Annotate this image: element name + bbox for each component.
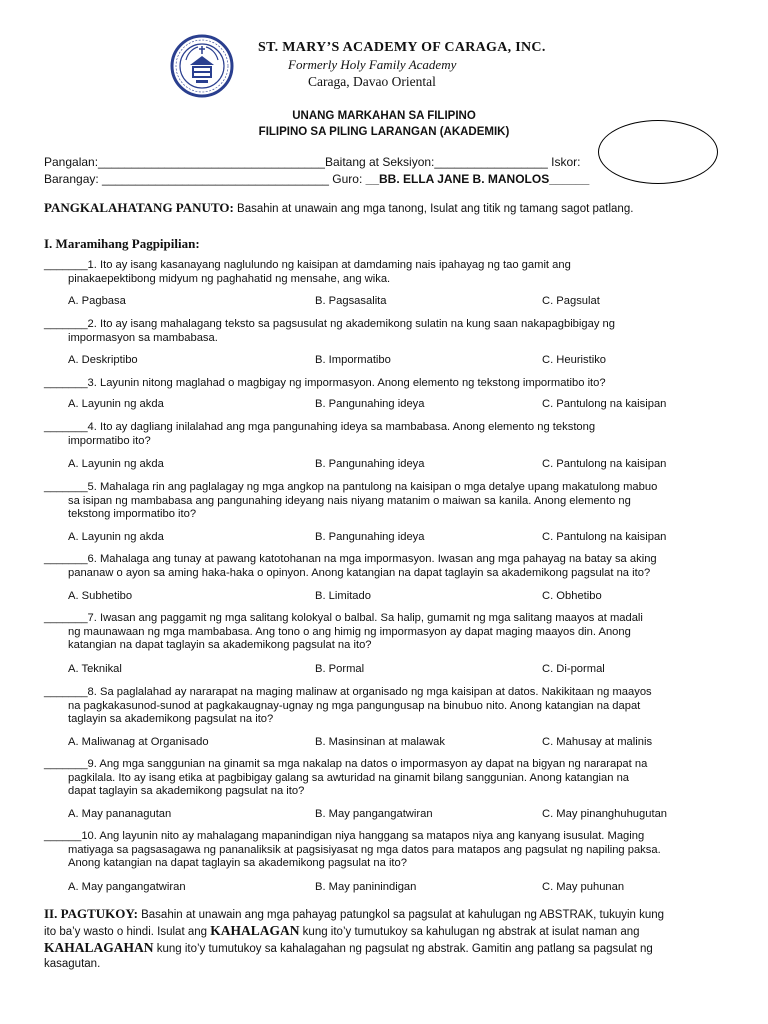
answer-option-b: B. Pormal [315,663,365,675]
question-text-line: _______2. Ito ay isang mahalagang teksto sa pagsusulat ng akademikong sulatin na kung saan nakapagbibigay ng [44,318,615,330]
question-text-line: na pagkakasunod-sunod at pagkakaugnay-ugnay ng mga pangungusap na binubuo nito. Anong katangian na dapat [68,699,641,712]
question-text-line: _______4. Ito ay dagliang inilalahad ang mga pangunahing ideya sa mambabasa. Anong elemento ng tekstong [44,421,596,433]
info-row-name [44,155,581,169]
answer-option-b: B. Pangunahing ideya [315,398,425,410]
answer-option-b: B. Masinsinan at malawak [315,736,445,748]
question-text-line: _______9. Ang mga sanggunian na ginamit sa mga nakalap na datos o impormasyon ay dapat na bigyan ng nararapat na [44,758,648,770]
answer-option-a: A. Layunin ng akda [68,531,164,543]
question-4 [44,421,724,448]
answer-option-c: C. Pantulong na kaisipan [542,458,667,470]
question-text-line: impormasyon sa mambabasa. [68,331,218,344]
question-text-line: Anong katangian na dapat taglayin sa akademikong pagsulat na ito? [68,857,407,870]
question-text-line: ______10. Ang layunin nito ay mahalagang mapanindigan niya hanggang sa matapos niya ang kanyang isusulat. Maging [44,830,645,842]
answer-option-a: A. May pananagutan [68,808,172,820]
iskor-label: Iskor: [547,155,581,169]
question-text-line: dapat taglayin sa akademikong pagsulat na ito? [68,785,305,798]
answer-option-c: C. Di-pormal [542,663,605,675]
answer-option-c: C. Pantulong na kaisipan [542,531,667,543]
guro-value: __BB. ELLA JANE B. MANOLOS______ [365,172,590,186]
part2-text-1: Basahin at unawain ang mga pahayag patungkol sa pagsulat at kahulugan ng ABSTRAK, tukuyin kung [137,909,665,921]
answer-option-a: A. Pagbasa [68,295,126,307]
answer-option-b: B. Impormatibo [315,354,391,366]
part1-heading: I. Maramihang Pagpipilian: [44,236,200,251]
answer-option-a: A. Layunin ng akda [68,458,164,470]
question-1 [44,259,724,286]
school-seal-logo [170,34,234,98]
question-5 [44,481,724,522]
answer-option-c: C. Pagsulat [542,295,600,307]
question-text-line: _______6. Mahalaga ang tunay at pawang katotohanan na mga impormasyon. Iwasan ang mga pahayag na batay sa aking [44,553,657,565]
question-text-line: pananaw o ayon sa aming haka-haka o opinyon. Anong katangian na dapat taglayin sa akademikong pagsulat na ito? [68,566,651,579]
barangay-field[interactable]: Barangay: __________________________________ [44,172,329,186]
question-text-line: katangian na dapat taglayin sa akademikong pagsulat na ito? [68,639,372,652]
school-header [258,40,546,90]
question-text-line: _______3. Layunin nitong maglahad o magbigay ng impormasyon. Anong elemento ng tekstong impormatibo ito? [44,377,606,389]
answer-option-b: B. May paninindigan [315,881,417,893]
answer-option-b: B. Limitado [315,590,371,602]
question-text-line: impormatibo ito? [68,434,151,447]
directions-text: Basahin at unawain ang mga tanong, Isulat ang titik ng tamang sagot patlang. [233,203,634,215]
question-text-line: tekstong impormatibo ito? [68,508,197,521]
guro-label: Guro: [328,172,366,186]
pangalan-field[interactable]: Pangalan:__________________________________ [44,155,325,169]
question-text-line: pagkilala. Ito ay isang etika at pagbibigay galang sa awturidad na ginamit bilang sanggunian. Anong katangian na [68,771,630,784]
baitang-field[interactable]: Baitang at Seksiyon:_________________ [324,155,548,169]
question-text-line: matiyaga sa pagsasagawa ng pananaliksik at pagsisiyasat ng mga datos para matapos ang pagsulat ng napiling paksa. [68,843,661,856]
answer-option-a: A. Teknikal [68,663,122,675]
question-9 [44,758,724,799]
answer-option-b: B. Pangunahing ideya [315,531,425,543]
answer-option-c: C. Obhetibo [542,590,602,602]
question-7 [44,612,724,653]
answer-option-a: A. Maliwanag at Organisado [68,736,209,748]
part2-text-4: kung ito’y tumutukoy sa kahalagahan ng pagsulat ng abstrak. Gamitin ang patlang sa pagsulat ng [153,943,653,955]
question-text-line: ng maunawaan ng mga mambabasa. Ang tono o ang himig ng impormasyon ay dapat maging maayos din. Anong [68,625,631,638]
kahalagahan-term: KAHALAGAHAN [44,940,154,955]
question-text-line: _______5. Mahalaga rin ang paglalagay ng mga angkop na pantulong na kaisipan o mga detalye upang makatulong mabuo [44,481,658,493]
question-3 [44,377,724,391]
answer-option-c: C. May puhunan [542,881,625,893]
answer-option-b: B. Pagsasalita [315,295,387,307]
question-8 [44,686,724,727]
school-former-name: Formerly Holy Family Academy [288,57,457,72]
exam-subject: FILIPINO SA PILING LARANGAN (AKADEMIK) [258,126,510,138]
question-10 [44,830,724,871]
answer-option-a: A. Subhetibo [68,590,133,602]
answer-option-c: C. Pantulong na kaisipan [542,398,667,410]
question-text-line: _______7. Iwasan ang paggamit ng mga salitang kolokyal o balbal. Sa halip, gumamit ng mga salitang maayos at madali [44,612,643,624]
answer-option-b: B. Pangunahing ideya [315,458,425,470]
directions-label: PANGKALAHATANG PANUTO: [44,200,234,215]
answer-option-c: C. May pinanghuhugutan [542,808,668,820]
part2-instructions [44,906,734,972]
answer-option-a: A. Layunin ng akda [68,398,164,410]
question-2 [44,318,724,345]
score-oval [598,120,718,184]
answer-option-a: A. Deskriptibo [68,354,138,366]
part2-text-2: ito ba’y wasto o hindi. Isulat ang [44,926,211,938]
part2-text-5: kasagutan. [44,958,101,970]
question-6 [44,553,724,580]
answer-option-c: C. Mahusay at malinis [542,736,653,748]
general-directions [44,200,734,216]
question-text-line: _______1. Ito ay isang kasanayang naglulundo ng kaisipan at damdaming nais ipahayag ng tao gamit ang [44,259,571,271]
question-text-line: taglayin sa akademikong pagsulat na ito? [68,713,274,726]
question-text-line: pinakaepektibong midyum ng paghahatid ng mensahe, ang wika. [68,272,391,285]
kahalagan-term: KAHALAGAN [210,923,300,938]
answer-option-a: A. May pangangatwiran [68,881,186,893]
answer-option-b: B. May pangangatwiran [315,808,433,820]
answer-option-c: C. Heuristiko [542,354,607,366]
part2-text-3: kung ito’y tumutukoy sa kahulugan ng abstrak at isulat naman ang [299,926,640,938]
part2-label: II. PAGTUKOY: [44,906,138,921]
school-name: ST. MARY’S ACADEMY OF CARAGA, INC. [258,40,546,55]
exam-title: UNANG MARKAHAN SA FILIPINO [292,110,476,122]
info-row-barangay [44,172,589,186]
question-text-line: sa isipan ng mambabasa ang pangunahing ideyang nais niyang matanim o maiwan sa kanila. Anong elemento ng [68,494,631,507]
question-text-line: _______8. Sa paglalahad ay nararapat na maging malinaw at organisado ng mga kaisipan at datos. Nakikitaan ng maayos [44,686,652,698]
school-address: Caraga, Davao Oriental [308,74,436,89]
